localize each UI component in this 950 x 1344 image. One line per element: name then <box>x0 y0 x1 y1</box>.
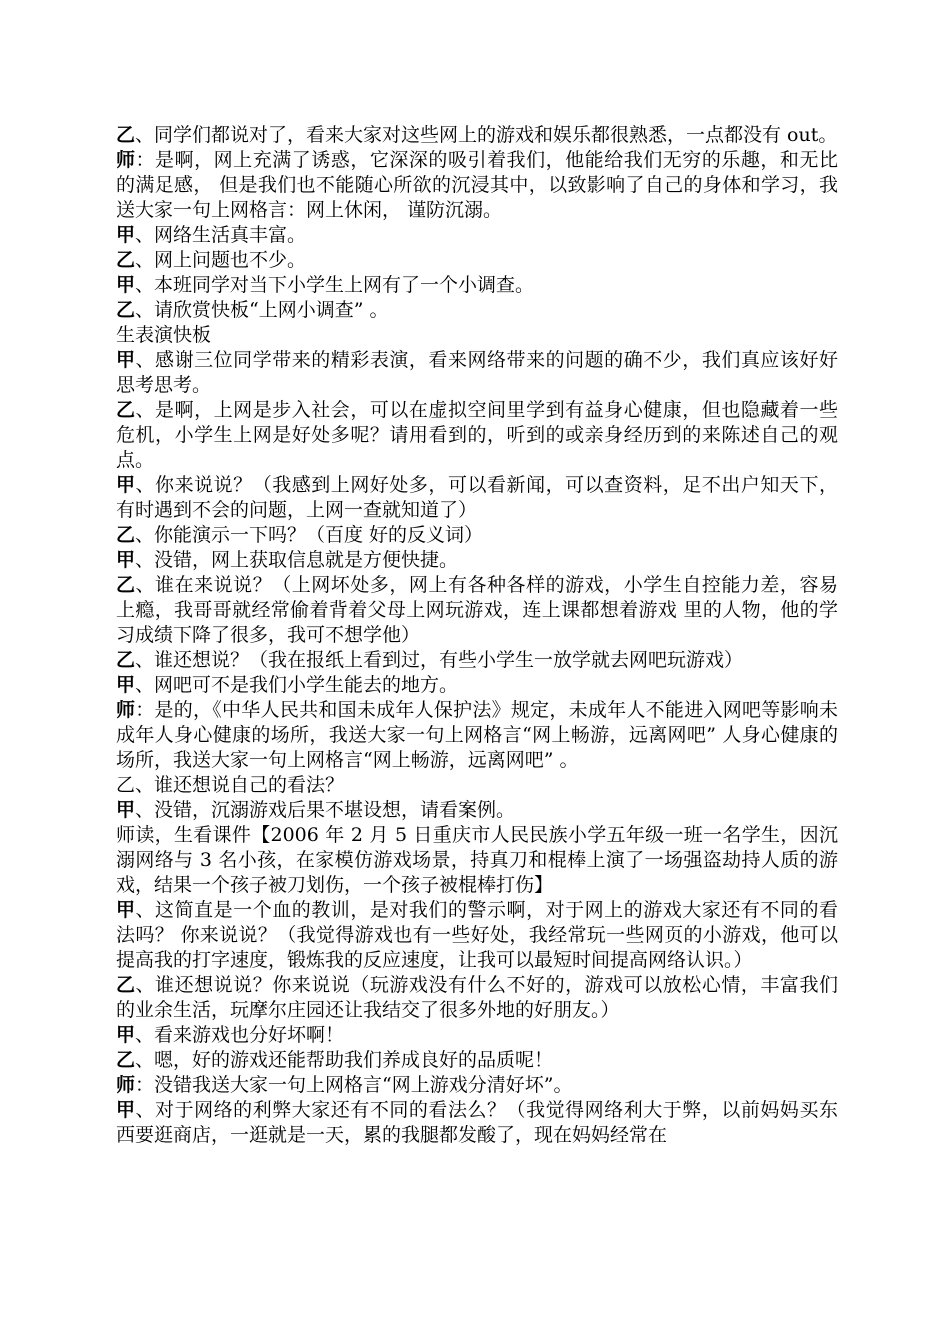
paragraph <box>116 1073 838 1098</box>
speaker-label: 乙 <box>116 1049 136 1071</box>
speaker-label: 乙 <box>116 124 136 146</box>
paragraph-text: 、谁还想说说？你来说说（玩游戏没有什么不好的，游戏可以放松心情，丰富我们的业余生活，玩摩尔庄园还让我结交了很多外地的好朋友。） <box>116 974 838 1021</box>
paragraph-text: ：没错我送大家一句上网格言“网上游戏分清好坏”。 <box>135 1074 573 1096</box>
paragraph-text: 、谁在来说说？（上网坏处多，网上有各种各样的游戏，小学生自控能力差，容易上瘾，我哥哥就经常偷着背着父母上网玩游戏，连上课都想着游戏 里的人物，他的学习成绩下降了很多，我可不想学他） <box>116 574 838 646</box>
paragraph <box>116 898 838 973</box>
paragraph-text: 、看来游戏也分好坏啊！ <box>135 1024 345 1046</box>
speaker-label: 乙 <box>116 574 136 596</box>
paragraph <box>116 348 838 398</box>
paragraph-text: ：是啊，网上充满了诱惑，它深深的吸引着我们，他能给我们无穷的乐趣，和无比的满足感， 但是我们也不能随心所欲的沉浸其中，以致影响了自己的身体和学习，我送大家一句上网格言：网上休闲， 谨防沉溺。 <box>116 149 838 221</box>
document-body <box>116 123 838 1148</box>
paragraph-text: 、你能演示一下吗？（百度 好的反义词） <box>135 524 484 546</box>
paragraph <box>116 698 838 773</box>
paragraph-text: 师读，生看课件【2006 年 2 月 5 日重庆市人民民族小学五年级一班一名学生，因沉溺网络与 3 名小孩，在家模仿游戏场景，持真刀和棍棒上演了一场强盗劫持人质的游戏，结果一个孩子被刀划伤，一个孩子被棍棒打伤】 <box>116 824 838 896</box>
paragraph-text: 、没错，网上获取信息就是方便快捷。 <box>135 549 459 571</box>
paragraph <box>116 123 838 148</box>
speaker-label: 乙 <box>116 974 136 996</box>
paragraph-text: 生表演快板 <box>116 324 212 346</box>
paragraph-text: 、是啊，上网是步入社会，可以在虚拟空间里学到有益身心健康，但也隐藏着一些危机，小学生上网是好处多呢？请用看到的，听到的或亲身经历到的来陈述自己的观点。 <box>116 399 838 471</box>
speaker-label: 师 <box>116 149 136 171</box>
paragraph <box>116 248 838 273</box>
speaker-label: 甲 <box>116 799 136 821</box>
paragraph <box>116 573 838 648</box>
paragraph-text: 、网吧可不是我们小学生能去的地方。 <box>135 674 459 696</box>
paragraph-text: ：是的，《中华人民共和国未成年人保护法》规定，未成年人不能进入网吧等影响未成年人身心健康的场所，我送大家一句上网格言“网上畅游，远离网吧” 人身心健康的场所，我送大家一句上网格言“网上畅游，远离网吧” 。 <box>116 699 838 771</box>
paragraph-text: 、嗯，好的游戏还能帮助我们养成良好的品质呢！ <box>135 1049 554 1071</box>
paragraph <box>116 323 838 348</box>
paragraph-text: 、网络生活真丰富。 <box>135 224 307 246</box>
speaker-label: 甲 <box>116 1024 136 1046</box>
paragraph-text: 、请欣赏快板“上网小调查” 。 <box>135 299 389 321</box>
speaker-label: 甲 <box>116 674 136 696</box>
speaker-label: 甲 <box>116 349 136 371</box>
speaker-label: 甲 <box>116 549 136 571</box>
paragraph <box>116 973 838 1023</box>
speaker-label: 乙 <box>116 399 136 421</box>
paragraph <box>116 223 838 248</box>
paragraph <box>116 148 838 223</box>
paragraph <box>116 398 838 473</box>
paragraph-text: 、没错，沉溺游戏后果不堪设想，请看案例。 <box>135 799 516 821</box>
speaker-label: 甲 <box>116 1099 136 1121</box>
paragraph-text: 、你来说说？（我感到上网好处多，可以看新闻，可以查资料，足不出户知天下， 有时遇到不会的问题，上网一查就知道了） <box>116 474 838 521</box>
paragraph <box>116 1048 838 1073</box>
paragraph <box>116 823 838 898</box>
paragraph <box>116 473 838 523</box>
paragraph-text: 、网上问题也不少。 <box>135 249 307 271</box>
paragraph <box>116 273 838 298</box>
paragraph <box>116 773 838 798</box>
paragraph <box>116 523 838 548</box>
speaker-label: 甲 <box>116 474 136 496</box>
paragraph-text: 乙、谁还想说自己的看法？ <box>116 774 345 796</box>
speaker-label: 甲 <box>116 899 136 921</box>
speaker-label: 乙 <box>116 249 136 271</box>
speaker-label: 甲 <box>116 274 136 296</box>
paragraph-text: 、本班同学对当下小学生上网有了一个小调查。 <box>135 274 535 296</box>
paragraph <box>116 648 838 673</box>
paragraph <box>116 1098 838 1148</box>
paragraph-text: 、这简直是一个血的教训，是对我们的警示啊，对于网上的游戏大家还有不同的看法吗？ 你来说说？（我觉得游戏也有一些好处，我经常玩一些网页的小游戏，他可以提高我的打字速度，锻炼我的反应速度，让我可以最短时间提高网络认识。） <box>116 899 838 971</box>
speaker-label: 乙 <box>116 649 136 671</box>
paragraph-text: 、谁还想说？（我在报纸上看到过，有些小学生一放学就去网吧玩游戏） <box>135 649 744 671</box>
paragraph <box>116 1023 838 1048</box>
speaker-label: 甲 <box>116 224 136 246</box>
speaker-label: 师 <box>116 699 136 721</box>
speaker-label: 乙 <box>116 524 136 546</box>
paragraph <box>116 673 838 698</box>
paragraph-text: 、感谢三位同学带来的精彩表演，看来网络带来的问题的确不少，我们真应该好好思考思考。 <box>116 349 838 396</box>
paragraph-text: 、同学们都说对了，看来大家对这些网上的游戏和娱乐都很熟悉，一点都没有 out。 <box>135 124 838 146</box>
paragraph-text: 、对于网络的利弊大家还有不同的看法么？（我觉得网络利大于弊，以前妈妈买东西要逛商店，一逛就是一天，累的我腿都发酸了，现在妈妈经常在 <box>116 1099 838 1146</box>
paragraph <box>116 548 838 573</box>
paragraph <box>116 798 838 823</box>
paragraph <box>116 298 838 323</box>
speaker-label: 乙 <box>116 299 136 321</box>
speaker-label: 师 <box>116 1074 136 1096</box>
